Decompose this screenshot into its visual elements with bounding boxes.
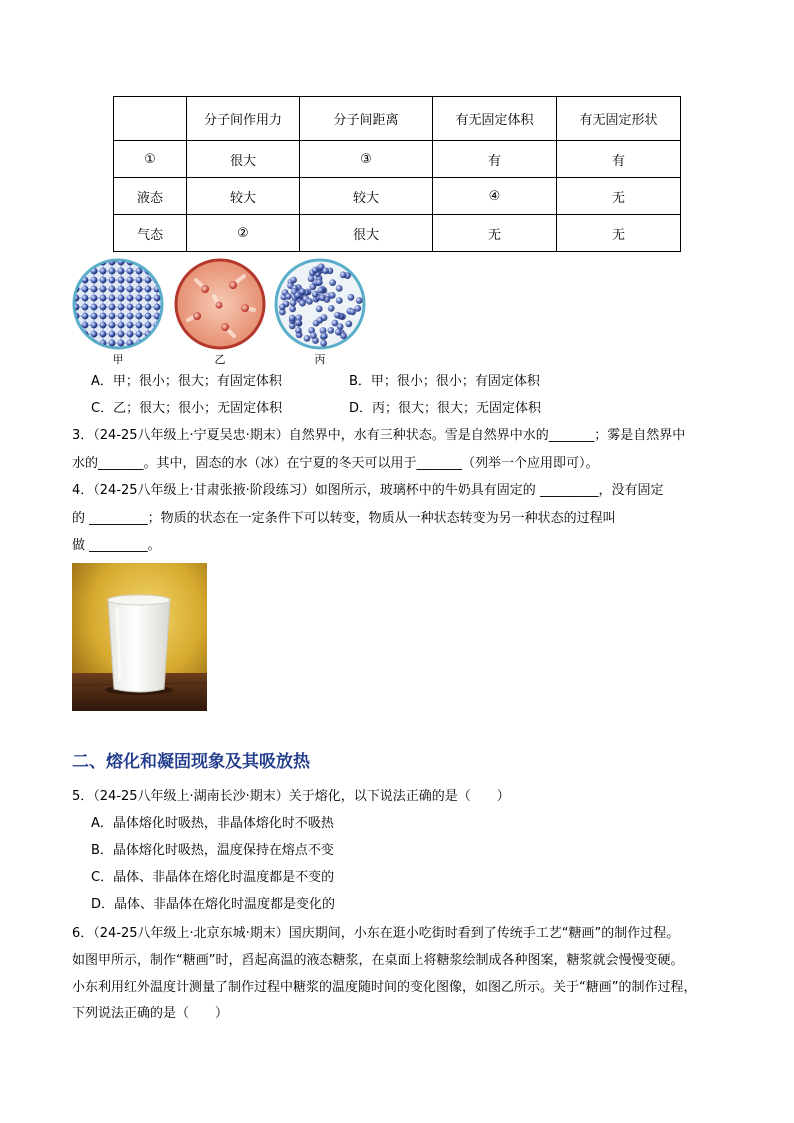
q2-option-d: D．丙；很大；很大；无固定体积 <box>349 401 542 416</box>
table-cell: 无 <box>557 178 681 215</box>
table-header-cell: 有无固定形状 <box>557 97 681 141</box>
q6-line-4: 下列说法正确的是（ ） <box>72 1006 229 1021</box>
q4-line-1: 4．（24-25八年级上·甘肃张掖·阶段练习）如图所示，玻璃杯中的牛奶具有固定的 _________，没有固定 <box>72 483 664 498</box>
q5-option-b: B．晶体熔化时吸热，温度保持在熔点不变 <box>91 843 334 858</box>
q2-option-a: A．甲；很小；很大；有固定体积 <box>91 374 282 389</box>
table-cell: 气态 <box>114 215 187 252</box>
table-cell: 较大 <box>187 178 300 215</box>
section-title: 二、熔化和凝固现象及其吸放热 <box>72 752 310 772</box>
q3-line-2: 水的_______。其中，固态的水（冰）在宁夏的冬天可以用于_______（列举一个应用即可）。 <box>72 456 599 471</box>
q4-line-3: 做 _________。 <box>72 538 161 553</box>
table-header-cell: 有无固定体积 <box>433 97 557 141</box>
figure-label-bing: 丙 <box>314 353 326 366</box>
q2-option-c: C．乙；很大；很小；无固定体积 <box>91 401 283 416</box>
table-header-cell: 分子间作用力 <box>187 97 300 141</box>
table-cell: 很大 <box>187 141 300 178</box>
gas-particles-figure <box>174 258 266 350</box>
table-row <box>114 141 681 178</box>
table-cell: 较大 <box>300 178 433 215</box>
table-row <box>114 178 681 215</box>
table-cell: 很大 <box>300 215 433 252</box>
milk-glass-photo <box>72 563 207 711</box>
q2-option-b: B．甲；很小；很小；有固定体积 <box>349 374 540 389</box>
q3-line-1: 3．（24-25八年级上·宁夏吴忠·期末）自然界中，水有三种状态。雪是自然界中水的_______；雾是自然界中 <box>72 428 686 443</box>
states-comparison-table <box>113 96 681 252</box>
table-cell: 无 <box>433 215 557 252</box>
figure-label-jia: 甲 <box>112 353 124 366</box>
table-cell: ④ <box>433 178 557 215</box>
table-cell: ① <box>114 141 187 178</box>
q6-line-2: 如图甲所示，制作“糖画”时，舀起高温的液态糖浆，在桌面上将糖浆绘制成各种图案，糖浆就会慢慢变硬。 <box>72 953 684 968</box>
table-cell: ② <box>187 215 300 252</box>
table-header-cell <box>114 97 187 141</box>
table-header-cell: 分子间距离 <box>300 97 433 141</box>
table-cell: 无 <box>557 215 681 252</box>
table-row <box>114 215 681 252</box>
q4-line-2: 的 _________；物质的状态在一定条件下可以转变，物质从一种状态转变为另一种状态的过程叫 <box>72 511 616 526</box>
table-cell: 液态 <box>114 178 187 215</box>
solid-particles-figure <box>72 258 164 350</box>
q5-stem: 5．（24-25八年级上·湖南长沙·期末）关于熔化，以下说法正确的是（ ） <box>72 789 510 804</box>
table-cell: ③ <box>300 141 433 178</box>
table-cell: 有 <box>557 141 681 178</box>
q5-option-d: D．晶体、非晶体在熔化时温度都是变化的 <box>91 897 336 912</box>
figure-label-yi: 乙 <box>214 353 226 366</box>
q6-line-1: 6．（24-25八年级上·北京东城·期末）国庆期间，小东在逛小吃街时看到了传统手工艺“糖画”的制作过程。 <box>72 926 680 941</box>
q5-option-c: C．晶体、非晶体在熔化时温度都是不变的 <box>91 870 335 885</box>
table-header-row <box>114 97 681 141</box>
table-cell: 有 <box>433 141 557 178</box>
q6-line-3: 小东利用红外温度计测量了制作过程中糖浆的温度随时间的变化图像，如图乙所示。关于“糖画”的制作过程， <box>72 980 697 995</box>
q5-option-a: A．晶体熔化时吸热，非晶体熔化时不吸热 <box>91 816 334 831</box>
liquid-particles-figure <box>274 258 366 350</box>
